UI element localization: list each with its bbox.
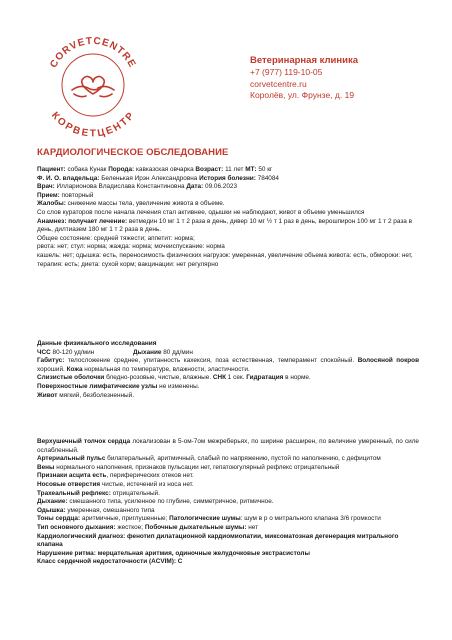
value: билатеральный, аритмичный, слабый по напряжению, пустой по наполнению, с дефицитом — [105, 455, 381, 463]
label: Ф. И. О. владельца: — [37, 174, 100, 182]
value: нормального наполнения, признаков пульсации нет, гепатоюгулярный рефлекс отрицательный — [54, 463, 340, 471]
label: Живот — [37, 391, 58, 399]
value: Илларионова Владислава Константиновна — [54, 183, 187, 191]
document-title: КАРДИОЛОГИЧЕСКОЕ ОБСЛЕДОВАНИЕ — [37, 147, 229, 158]
value: повторный — [59, 191, 94, 199]
label: Артериальный пульс — [37, 455, 106, 463]
breath-type-line — [37, 524, 419, 533]
value: аритмичные, приглушенные; — [80, 515, 170, 523]
value: 50 кг — [256, 166, 273, 173]
label: Врач: — [37, 183, 55, 191]
general-state: Общее состояние: средней тяжести; аппетит: норма; — [37, 234, 195, 242]
habitus-paragraph — [37, 357, 419, 374]
label: Пациент: — [37, 166, 66, 173]
patient-line — [37, 166, 419, 175]
clinic-logo — [38, 30, 148, 140]
anamnesis — [37, 218, 419, 235]
value: 80-120 уд/мин — [50, 348, 95, 356]
dyspnea-line — [37, 507, 419, 516]
heart-hands-icon — [72, 76, 114, 96]
hf-class-line: Класс сердечной недостаточности (ACVIM): С — [37, 558, 183, 566]
rhythm-line: Нарушение ритма: мерцательная аритмия, одиночные желудочковые экстрасистолы — [37, 549, 310, 557]
breath-line — [37, 498, 419, 507]
mucosa-line — [37, 374, 419, 383]
value: 11 лет — [223, 166, 246, 173]
label: Анамнез: получает лечение: — [37, 217, 128, 225]
value: ветмедин 10 мг 1 т 2 раза в день, дивер 10 мг ½ т 1 раз в день, верошпирон 100 мг 1 т 2 раза в день, дилтиазем 180 мг 1 т 2 раза в день. — [37, 217, 413, 234]
tracheal-line — [37, 490, 419, 499]
pulse-paragraph — [37, 455, 419, 464]
clinic-address: Королёв, ул. Фрунзе, д. 19 — [250, 90, 355, 100]
label: Возраст: — [195, 166, 224, 173]
value: : шум в р о митрального клапана 3/6 громкости — [240, 515, 381, 523]
value: нормальная по температуре, влажности, эластичности. — [82, 365, 250, 373]
label: Волосяной покров — [357, 357, 419, 365]
value: не изменены. — [157, 382, 200, 390]
diagnosis-line: Кардиологический диагноз: фенотип дилатационной кардиомиопатии, миксоматозная дегенерация митрального клапана — [37, 532, 399, 549]
label: Дыхание: — [37, 498, 68, 506]
cardio-section — [37, 438, 419, 567]
value: телосложение среднее, упитанность кахексия, поза естественная, темперамент спокойный. — [64, 357, 358, 365]
value: отрицательный. — [110, 489, 160, 497]
label: Патологические шумы — [169, 515, 241, 523]
value: мягкий, безболезненный. — [57, 391, 134, 399]
label: Признаки асцита есть — [37, 472, 107, 480]
value: жесткое; — [115, 523, 145, 531]
patient-section — [37, 166, 419, 269]
value: 784084 — [255, 174, 279, 182]
label: Верхушечный толчок сердца — [37, 438, 131, 445]
label: Тоны сердца: — [37, 515, 81, 523]
value: кавказская овчарка — [134, 166, 196, 173]
value: нет — [246, 523, 259, 531]
label: МТ: — [245, 166, 257, 173]
clinic-phone: +7 (977) 119-10-05 — [250, 67, 323, 77]
owner-line — [37, 175, 419, 184]
value: собака Кунак — [65, 166, 109, 173]
value: смешанного типа, усиленное по глубине, симметричное, ритмичное. — [67, 498, 274, 506]
value: умеренная, смешанного типа — [65, 506, 155, 514]
apex-paragraph — [37, 438, 419, 455]
resp-state: кашель: нет; одышка: есть, переносимость физических нагрузок: умеренная, увеличение объема живота: есть, обмороки: нет, терапия: есть; диета: сухой корм; вакцинации: нет регулярно — [37, 251, 413, 268]
label: Прием: — [37, 191, 60, 199]
label: Жалобы: — [37, 200, 66, 208]
gi-state: рвота: нет; стул: норма; жажда: норма; мочеиспускание: норма — [37, 243, 225, 251]
belly-line — [37, 392, 419, 401]
physical-heading: Данные физикального исследования — [37, 340, 157, 347]
value: бледно-розовые, чистые, влажные. — [104, 374, 213, 382]
label: История болезни: — [199, 174, 256, 182]
history-note: Со слов кураторов после начала лечения стал активнее, одышки не наблюдают, живот в объеме уменьшился — [37, 208, 365, 216]
lymph-line — [37, 383, 419, 392]
ascites-line — [37, 472, 419, 481]
label: Носовые отверстия — [37, 480, 101, 488]
label: Побочные дыхательные шумы: — [144, 523, 247, 531]
label: Габитус: — [37, 357, 65, 365]
nasal-line — [37, 481, 419, 490]
label: Тип основного дыхания: — [37, 523, 116, 531]
logo-text-top: CORVETCENTRE — [48, 35, 138, 70]
veins-paragraph — [37, 464, 419, 473]
label: Вены — [37, 463, 55, 471]
value: 09.06.2023 — [203, 183, 237, 191]
value: локализован в 5-ом-7ом межреберьях, по ширине расширен, по величине умеренный, по силе ослабленный. — [37, 438, 419, 454]
value: снижение массы тела, увеличение живота в объеме. — [65, 200, 225, 208]
value: чистые, истечений из носа нет. — [100, 480, 194, 488]
physical-section — [37, 340, 419, 400]
label: Дата: — [186, 183, 204, 191]
label: Слизистые оболочки — [37, 374, 105, 382]
value: 1 сек. — [226, 374, 247, 382]
clinic-name: Ветеринарная клиника — [250, 55, 358, 66]
value: в норме. — [283, 374, 311, 382]
tones-line — [37, 515, 419, 524]
value: хороший. — [37, 365, 67, 373]
value: , периферических отеков нет. — [106, 472, 194, 480]
clinic-contacts — [250, 55, 440, 102]
label: СНК — [212, 374, 227, 382]
doctor-line — [37, 183, 419, 192]
svg-text:CORVETCENTRE — [48, 36, 137, 70]
complaints-line — [37, 200, 419, 209]
value: Беленькая Ирэн Александровна — [99, 174, 200, 182]
logo-text-bottom: КОРВЕТЦЕНТР — [49, 110, 137, 140]
label: Порода: — [108, 166, 135, 173]
label: Одышка: — [37, 506, 66, 514]
vitals-line — [37, 349, 419, 358]
value: 80 дд/мин — [161, 348, 193, 356]
svg-text:КОРВЕТЦЕНТР — [49, 110, 137, 139]
label: ЧСС — [37, 348, 51, 356]
label: Кожа — [66, 365, 83, 373]
clinic-site: corvetcentre.ru — [250, 78, 307, 89]
label: Гидратация — [246, 374, 284, 382]
label: Дыхание — [133, 348, 162, 356]
label: Поверхностные лимфатические узлы — [37, 382, 158, 390]
label: Трахеальный рефлекс: — [37, 489, 111, 497]
